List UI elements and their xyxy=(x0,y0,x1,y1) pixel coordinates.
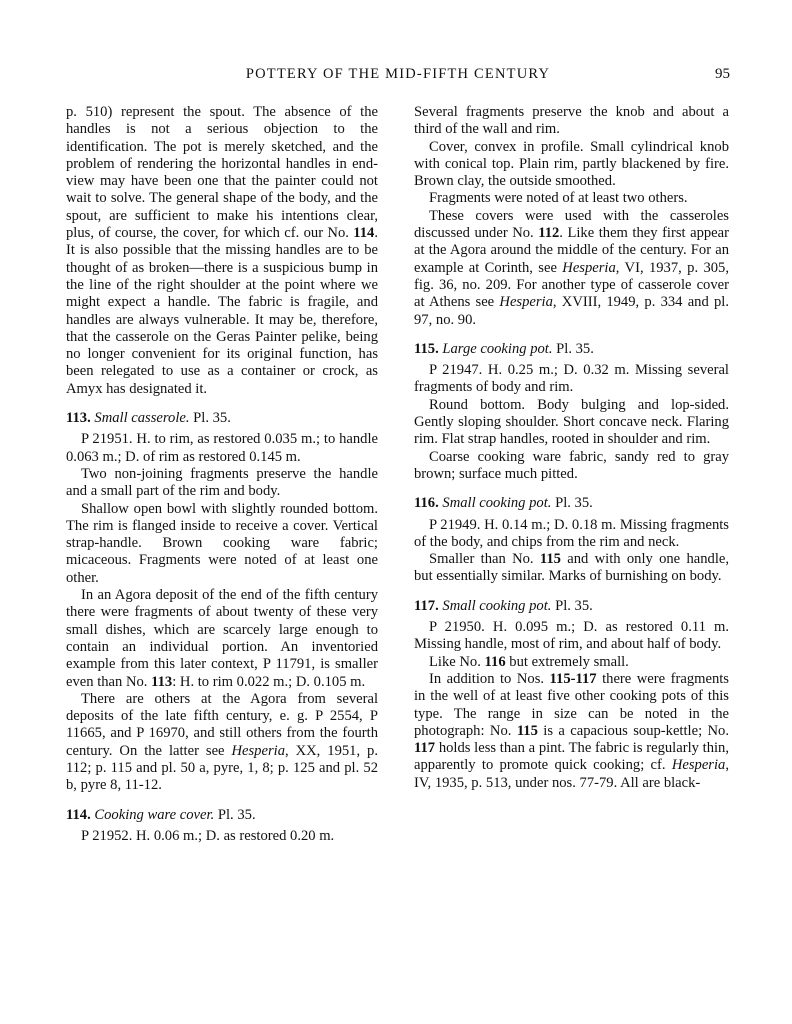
running-title: POTTERY OF THE MID-FIFTH CENTURY xyxy=(245,66,551,82)
right-column xyxy=(414,104,729,792)
entry-heading-113 xyxy=(66,410,378,427)
cross-reference: 115-117 xyxy=(549,670,597,687)
entry-heading-117 xyxy=(414,598,729,615)
cross-reference: 112 xyxy=(538,225,560,242)
entry-title: Large cooking pot. xyxy=(442,340,553,357)
entry-paragraph: P 21949. H. 0.14 m.; D. 0.18 m. Missing fragments of the body, and chips from the rim and neck. xyxy=(414,516,729,550)
cross-reference: 113 xyxy=(151,673,173,690)
journal-title: Hesperia xyxy=(231,742,285,759)
cross-reference: 116 xyxy=(484,653,506,670)
cross-reference: 114 xyxy=(353,225,375,242)
entry-number: 115. xyxy=(414,340,439,357)
entry-title: Cooking ware cover. xyxy=(94,806,215,823)
entry-title: Small casserole. xyxy=(94,410,190,427)
entry-paragraph: P 21950. H. 0.095 m.; D. as restored 0.11 m. Missing handle, most of rim, and about half of body. xyxy=(414,619,729,653)
entry-paragraph: Shallow open bowl with slightly rounded bottom. The rim is flanged inside to receive a cover. Vertical strap-handle. Brown cooking ware fabric; micaceous. Fragments were noted of at least one other. xyxy=(66,500,378,586)
entry-heading-114 xyxy=(66,807,378,824)
entry-number: 114. xyxy=(66,806,91,823)
entry-paragraph: Coarse cooking ware fabric, sandy red to gray brown; surface much pitted. xyxy=(414,448,729,482)
entry-paragraph: P 21947. H. 0.25 m.; D. 0.32 m. Missing several fragments of body and rim. xyxy=(414,362,729,396)
entry-paragraph: These covers were used with the casseroles discussed under No. 112. Like them they first appear at the Agora around the middle of the century. For an example at Corinth, see Hesperia, VI, 1937, p. 305, fig. 36, no. 209. For another type of casserole cover at Athens see Hesperia, XVIII, 1949, p. 334 and pl. 97, no. 90. xyxy=(414,207,729,328)
plate-ref: Pl. 35. xyxy=(217,806,256,823)
entry-number: 116. xyxy=(414,495,439,512)
entry-paragraph: Smaller than No. 115 and with only one handle, but essentially similar. Marks of burnishing on body. xyxy=(414,551,729,585)
entry-heading-115 xyxy=(414,341,729,358)
journal-title: Hesperia xyxy=(499,294,553,311)
entry-paragraph: Like No. 116 but extremely small. xyxy=(429,653,629,670)
entry-paragraph: P 21952. H. 0.06 m.; D. as restored 0.20 m. xyxy=(81,827,335,844)
cross-reference: 115 xyxy=(539,551,561,568)
entry-title: Small cooking pot. xyxy=(442,495,552,512)
plate-ref: Pl. 35. xyxy=(555,495,593,512)
entry-paragraph: Cover, convex in profile. Small cylindrical knob with conical top. Plain rim, partly blackened by fire. Brown clay, the outside smoothed. xyxy=(414,138,729,190)
entry-paragraph: Round bottom. Body bulging and lop-sided. Gently sloping shoulder. Short concave neck. Flaring rim. Flat strap handles, rooted in shoulder and rim. xyxy=(414,396,729,448)
entry-heading-116 xyxy=(414,495,729,512)
cross-reference: 115 xyxy=(516,722,538,739)
plate-ref: Pl. 35. xyxy=(193,410,231,427)
entry-number: 117. xyxy=(414,597,439,614)
plate-ref: Pl. 35. xyxy=(556,340,594,357)
plate-ref: Pl. 35. xyxy=(555,597,593,614)
entry-paragraph: P 21951. H. to rim, as restored 0.035 m.; to handle 0.063 m.; D. of rim as restored 0.145 m. xyxy=(66,431,378,465)
entry-title: Small cooking pot. xyxy=(442,597,552,614)
running-header xyxy=(66,66,730,86)
entry-paragraph: In addition to Nos. 115-117 there were fragments in the well of at least five other cooking pots of this type. The range in size can be noted in the photograph: No. 115 is a capacious soup-kettle; No. 117 holds less than a pint. The fabric is regularly thin, apparently to promote quick cooking; cf. Hesperia, IV, 1935, p. 513, under nos. 77-79. All are black- xyxy=(414,670,730,791)
left-column xyxy=(66,104,378,845)
entry-paragraph: Two non-joining fragments preserve the handle and a small part of the rim and body. xyxy=(66,465,378,500)
cross-reference: 117 xyxy=(414,740,436,757)
entry-paragraph: Several fragments preserve the knob and about a third of the wall and rim. xyxy=(414,104,729,138)
entry-number: 113. xyxy=(66,410,91,427)
journal-title: Hesperia xyxy=(562,259,616,276)
page-number: 95 xyxy=(715,66,730,82)
continued-paragraph: p. 510) represent the spout. The absence of the handles is not a serious objection to the identification. The pot is merely sketched, and the problem of rendering the horizontal handles in end-view may have been one that the painter could not wait to solve. The general shape of the body, and the spout, are sufficient to make his intentions clear, plus, of course, the cover, for which cf. our No. 114. It is also possible that the missing handles are to be thought of as broken—there is a suspicious bump in the line of the right shoulder at the point where we might expect a handle. The fabric is fragile, and handles are always vulnerable. It may be, therefore, that the casserole on the Geras Painter pelike, being no longer convenient for its original function, has been relegated to use as a container or crock, as Amyx has designated it. xyxy=(66,104,378,397)
entry-paragraph: There are others at the Agora from several deposits of the late fifth century, e. g. P 2554, P 11665, and P 16970, and still others from the fourth century. On the latter see Hesperia, XX, 1951, p. 112; p. 115 and pl. 50 a, pyre, 1, 8; p. 125 and pl. 52 b, pyre 8, 11-12. xyxy=(66,690,378,794)
journal-title: Hesperia xyxy=(671,757,726,774)
entry-paragraph: In an Agora deposit of the end of the fifth century there were fragments of about twenty of these very small dishes, which are scarcely large enough to contain an individual portion. An inventoried example from this later context, P 11791, is smaller even than No. 113: H. to rim 0.022 m.; D. 0.105 m. xyxy=(66,587,378,690)
entry-paragraph: Fragments were noted of at least two others. xyxy=(429,190,688,207)
